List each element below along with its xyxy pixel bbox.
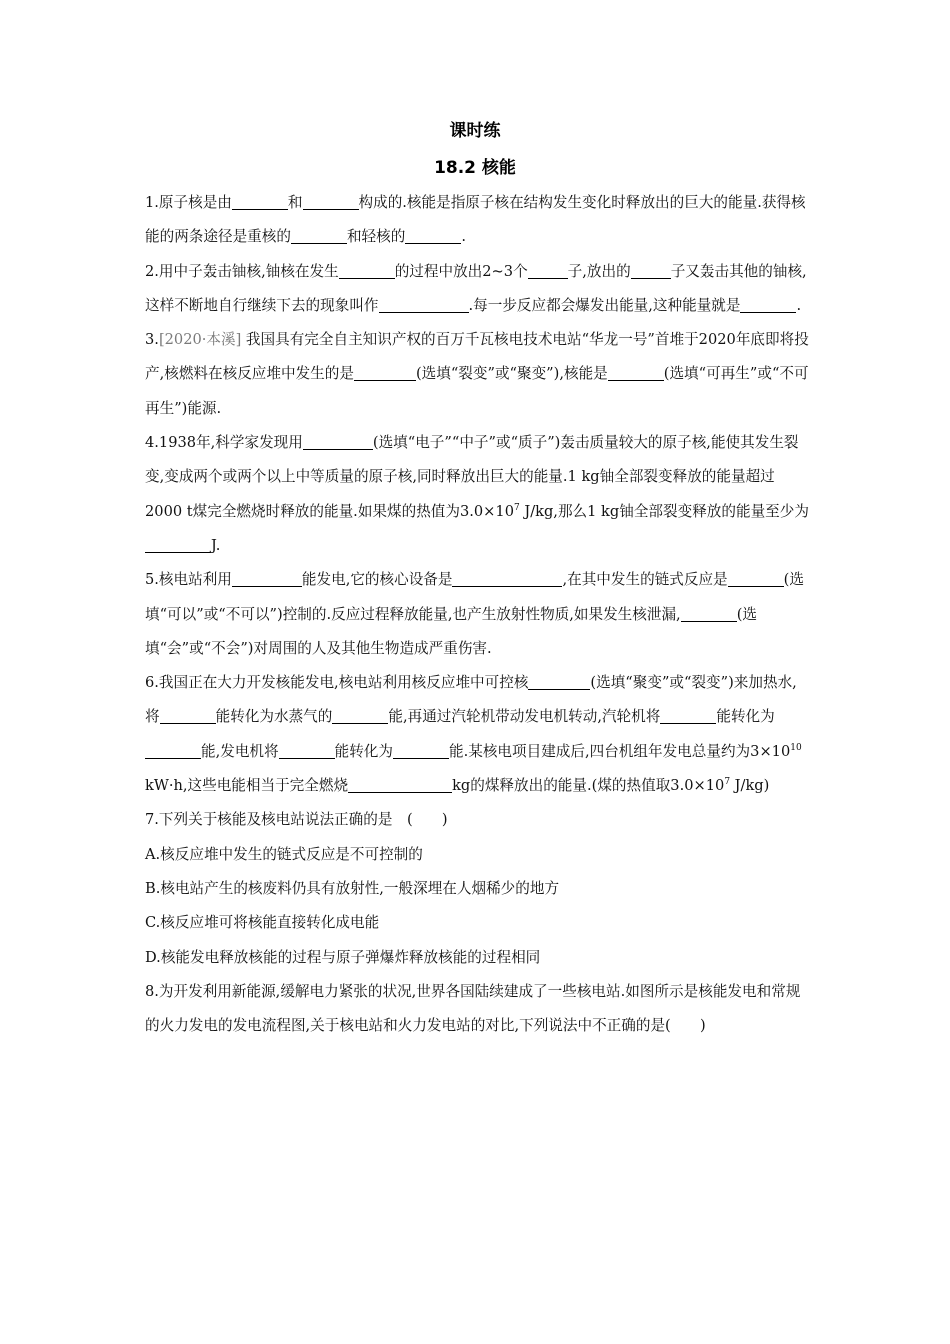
answer-blank[interactable] <box>740 297 796 313</box>
question-8 <box>145 975 809 1044</box>
q6-text: 能,再通过汽轮机带动发电机转动,汽轮机将 <box>388 708 661 726</box>
q4-text: J/kg,那么1 kg铀全部裂变释放的能量至少为 <box>519 502 809 520</box>
question-4 <box>145 426 809 563</box>
q5-text: (选填“会”或“不会”)对周围的人及其他生物造成严重伤害. <box>145 605 757 657</box>
answer-blank[interactable] <box>303 434 373 450</box>
answer-blank[interactable] <box>660 708 716 724</box>
q5-text: 能发电,它的核心设备是 <box>301 571 453 589</box>
q2-text: .每一步反应都会爆发出能量,这种能量就是 <box>468 296 741 314</box>
q7-option-c[interactable]: C.核反应堆可将核能直接转化成电能 <box>145 914 380 932</box>
question-source-tag: [2020·本溪] <box>158 331 242 349</box>
answer-blank[interactable] <box>393 742 449 758</box>
exponent: 7 <box>513 502 520 513</box>
q2-text: . <box>796 296 802 314</box>
q1-text: 构成的.核能是指原子核在结构发生变化时释放出的巨大的能量.获得核能的两条途径是重核的 <box>145 194 806 246</box>
q4-text: J. <box>211 536 221 554</box>
q6-text: (选填“聚变”或“裂变”)来加热水,将 <box>145 674 797 726</box>
q6-text: 能转化为 <box>334 742 393 760</box>
question-6 <box>145 666 809 803</box>
answer-blank[interactable] <box>332 708 388 724</box>
q6-text: kW·h,这些电能相当于完全燃烧 <box>145 777 349 795</box>
answer-blank[interactable] <box>348 777 452 793</box>
q6-text: 能.某核电项目建成后,四台机组年发电总量约为3×10 <box>449 742 791 760</box>
q7-option-a[interactable]: A.核反应堆中发生的链式反应是不可控制的 <box>145 845 423 863</box>
answer-blank[interactable] <box>291 228 347 244</box>
answer-blank[interactable] <box>160 708 216 724</box>
question-7 <box>145 803 809 974</box>
q3-text: (选填“可再生”或“不可再生”)能源. <box>145 365 809 417</box>
q1-text: . <box>461 228 466 246</box>
q4-text: (选填“电子”“中子”或“质子”)轰击质量较大的原子核,能使其发生裂变,变成两个或两个以上中等质量的原子核,同时释放出巨大的能量.1 kg铀全部裂变释放的能量超过2000 t煤完全燃烧时释放的能量.如果煤的热值为3.0×10 <box>145 434 799 520</box>
q6-text: J/kg) <box>730 777 770 795</box>
answer-blank[interactable] <box>452 571 562 587</box>
answer-blank[interactable] <box>232 571 302 587</box>
q1-text: 和 <box>287 194 303 211</box>
q5-text: 5.核电站利用 <box>145 571 232 589</box>
q5-text: (选填“可以”或“不可以”)控制的.反应过程释放能量,也产生放射性物质,如果发生核泄漏, <box>145 571 804 623</box>
q1-text: 1.原子核是由 <box>145 194 232 211</box>
q6-text: 6.我国正在大力开发核能发电,核电站利用核反应堆中可控核 <box>145 674 529 692</box>
answer-blank[interactable] <box>528 674 590 690</box>
q7-option-d[interactable]: D.核能发电释放核能的过程与原子弹爆炸释放核能的过程相同 <box>145 948 541 966</box>
worksheet-title: 课时练 <box>449 121 501 141</box>
q3-text: 3. <box>145 331 159 349</box>
q7-option-b[interactable]: B.核电站产生的核废料仍具有放射性,一般深埋在人烟稀少的地方 <box>145 879 560 897</box>
exponent: 10 <box>790 742 802 753</box>
answer-blank[interactable] <box>232 194 288 210</box>
answer-blank[interactable] <box>405 228 461 244</box>
answer-blank[interactable] <box>339 262 395 278</box>
q2-text: 2.用中子轰击铀核,铀核在发生 <box>145 262 339 280</box>
exponent: 7 <box>724 777 731 788</box>
answer-blank[interactable] <box>608 365 664 381</box>
q2-text: 子又轰击其他的铀核,这样不断地自行继续下去的现象叫作 <box>145 262 807 314</box>
q1-text: 和轻核的 <box>346 228 406 246</box>
question-3 <box>145 323 809 426</box>
q6-text: kg的煤释放出的能量.(煤的热值取3.0×10 <box>452 777 725 795</box>
answer-blank[interactable] <box>631 262 671 278</box>
answer-blank[interactable] <box>145 742 201 758</box>
answer-blank[interactable] <box>528 262 568 278</box>
q2-text: 子,放出的 <box>567 262 631 280</box>
answer-blank[interactable] <box>681 605 737 621</box>
q6-text: 能转化为 <box>716 708 775 726</box>
answer-blank[interactable] <box>145 537 211 553</box>
answer-blank[interactable] <box>279 742 335 758</box>
lesson-title: 18.2 核能 <box>434 158 516 178</box>
q3-text: (选填“裂变”或“聚变”),核能是 <box>415 365 608 383</box>
q6-text: 能,发电机将 <box>201 742 279 760</box>
answer-blank[interactable] <box>303 194 359 210</box>
question-1 <box>145 186 809 255</box>
q3-text: 我国具有完全自主知识产权的百万千瓦核电技术电站“华龙一号”首堆于2020年底即将投产,核燃料在核反应堆中发生的是 <box>145 331 809 383</box>
q4-text: 4.1938年,科学家发现用 <box>145 434 303 452</box>
q6-text: 能转化为水蒸气的 <box>215 708 333 726</box>
answer-blank[interactable] <box>728 571 784 587</box>
q7-stem: 7.下列关于核能及核电站说法正确的是 ( ) <box>145 811 448 829</box>
question-5 <box>145 563 809 666</box>
q8-stem: 8.为开发利用新能源,缓解电力紧张的状况,世界各国陆续建成了一些核电站.如图所示是核能发电和常规的火力发电的发电流程图,关于核电站和火力发电站的对比,下列说法中不正确的是( ) <box>145 982 801 1035</box>
question-2 <box>145 255 809 324</box>
answer-blank[interactable] <box>354 365 416 381</box>
q5-text: ,在其中发生的链式反应是 <box>562 571 728 589</box>
question-list <box>145 186 809 1043</box>
answer-blank[interactable] <box>379 297 469 313</box>
q2-text: 的过程中放出2~3个 <box>394 262 528 280</box>
